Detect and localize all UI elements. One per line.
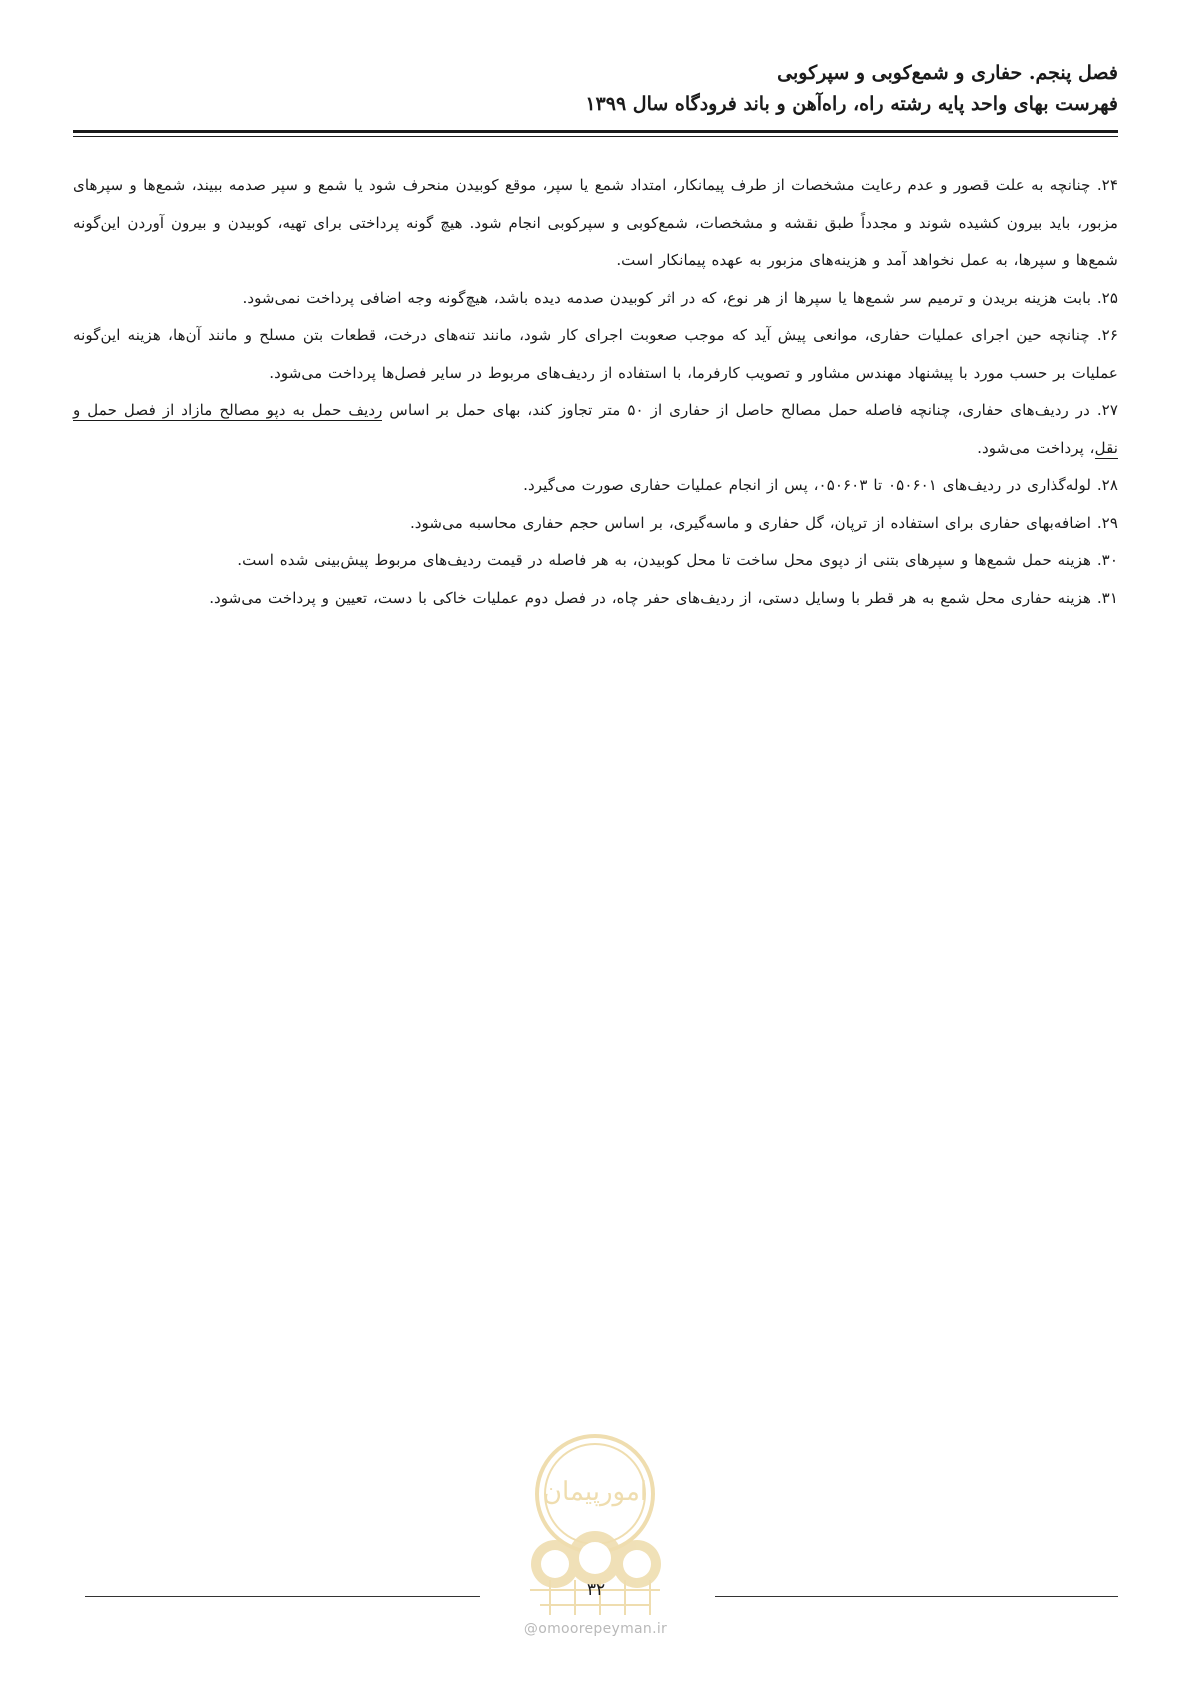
watermark-logo-text: امورپیمان	[542, 1477, 648, 1507]
item-27	[73, 392, 1118, 467]
item-27-reference-link[interactable]: ردیف حمل به دپو مصالح مازاد از فصل حمل و نقل	[73, 401, 1118, 457]
page-header	[73, 58, 1118, 120]
item-31: ۳۱. هزینه حفاری محل شمع به هر قطر با وسایل دستی، از ردیف‌های حفر چاه، در فصل دوم عملیات خاکی با دست، تعیین و پرداخت می‌شود.	[209, 588, 1118, 607]
footer-rule-left	[85, 1596, 480, 1597]
item-26: ۲۶. چنانچه حین اجرای عملیات حفاری، موانعی پیش آید که موجب صعوبت اجرای کار شود، مانند تنه‌های درخت، قطعات بتن مسلح و مانند آن‌ها، هزینه این‌گونه عملیات بر حسب مورد با پیشنهاد مهندس مشاور و تصویب کارفرما، با استفاده از ردیف‌های مربوط در سایر فصل‌ها پرداخت می‌شود.	[73, 326, 1118, 382]
item-25: ۲۵. بابت هزینه بریدن و ترمیم سر شمع‌ها یا سپرها از هر نوع، که در اثر کوبیدن صدمه دیده باشد، هیچ‌گونه وجه اضافی پرداخت نمی‌شود.	[242, 288, 1118, 307]
item-30: ۳۰. هزینه حمل شمع‌ها و سپرهای بتنی از دپوی محل ساخت تا محل کوبیدن، به هر فاصله در قیمت ردیف‌های مربوط پیش‌بینی شده است.	[237, 551, 1118, 569]
chapter-title: فصل پنجم. حفاری و شمع‌کوبی و سپرکوبی	[777, 62, 1118, 84]
footer-rule-right	[715, 1596, 1118, 1597]
header-rule-thin	[73, 136, 1118, 137]
footer-website[interactable]: @omoorepeyman.ir	[523, 1621, 668, 1637]
item-28: ۲۸. لوله‌گذاری در ردیف‌های ۰۵۰۶۰۱ تا ۰۵۰۶۰۳، پس از انجام عملیات حفاری صورت می‌گیرد.	[523, 476, 1118, 494]
document-title: فهرست بهای واحد پایه رشته راه، راه‌آهن و باند فرودگاه سال ۱۳۹۹	[585, 93, 1118, 115]
item-24: ۲۴. چنانچه به علت قصور و عدم رعایت مشخصات از طرف پیمانکار، امتداد شمع یا سپر، موقع کوبیدن منحرف شود یا شمع و سپر صدمه ببیند، شمع‌ها و سپرهای مزبور، باید بیرون کشیده شوند و مجدداً طبق نقشه و مشخصات، شمع‌کوبی و سپرکوبی انجام شود. هیچ گونه پرداختی برای تهیه، کوبیدن و بیرون آوردن این‌گونه شمع‌ها و سپرها، به عمل نخواهد آمد و هزینه‌های مزبور به عهده پیمانکار است.	[73, 176, 1118, 269]
item-27-text-before: ۲۷. در ردیف‌های حفاری، چنانچه فاصله حمل مصالح حاصل از حفاری از ۵۰ متر تجاوز کند، بهای حمل بر اساس	[382, 401, 1118, 419]
page-number: ۳۲	[586, 1580, 606, 1600]
item-29: ۲۹. اضافه‌بهای حفاری برای استفاده از ترپان، گل حفاری و ماسه‌گیری، بر اساس حجم حفاری محاسبه می‌شود.	[409, 513, 1118, 532]
header-rule-thick	[73, 130, 1118, 133]
item-27-text-after: ، پرداخت می‌شود.	[977, 438, 1095, 457]
body-text	[73, 167, 1118, 617]
